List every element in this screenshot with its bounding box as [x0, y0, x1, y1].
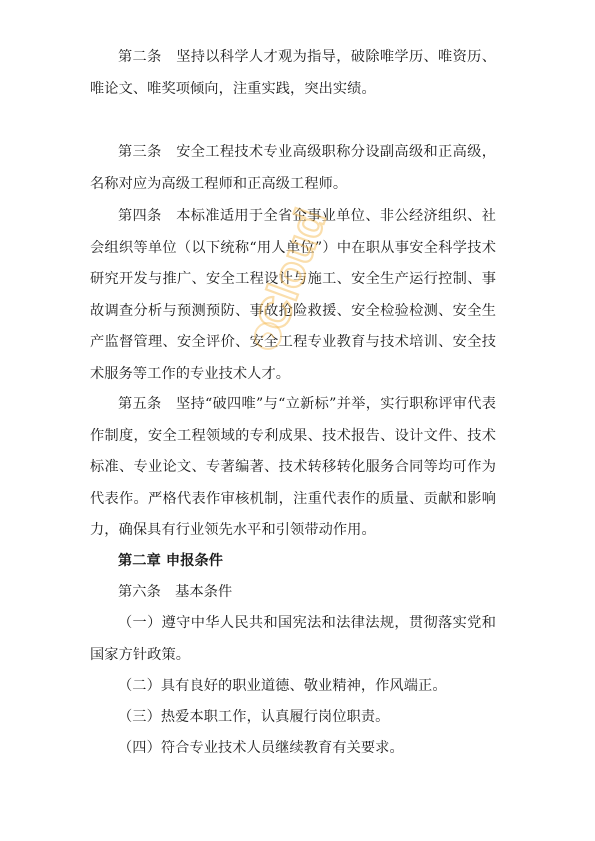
article-2-paragraph: 第二条 坚持以科学人才观为指导，破除唯学历、唯资历、唯论文、唯奖项倾向，注重实践，突出实绩。	[90, 49, 496, 97]
condition-3-paragraph: （三）热爱本职工作，认真履行岗位职责。	[118, 709, 390, 725]
watermark-text: Cloud	[247, 202, 337, 337]
article-3-paragraph: 第三条 安全工程技术专业高级职称分设副高级和正高级，名称对应为高级工程师和正高级工程师。	[90, 144, 496, 192]
condition-2-paragraph: （二）具有良好的职业道德、敬业精神，作风端正。	[118, 678, 447, 694]
chapter-2-heading: 第二章 申报条件	[118, 553, 224, 569]
article-5-paragraph: 第五条 坚持“破四唯”与“立新标”并举，实行职称评审代表作制度，安全工程领域的专利成果、技术报告、设计文件、技术标准、专业论文、专著编著、技术转移转化服务合同等均可作为代表作。严格代表作审核机制，注重代表作的质量、贡献和影响力，确保具有行业领先水平和引领带动作用。	[90, 396, 496, 538]
condition-4-paragraph: （四）符合专业技术人员继续教育有关要求。	[118, 740, 404, 756]
article-4-paragraph: 第四条 本标准适用于全省企事业单位、非公经济组织、社会组织等单位（以下统称“用人单位”）中在职从事安全科学技术研究开发与推广、安全工程设计与施工、安全生产运行控制、事故调查分析与预测预防、事故抢险救援、安全检验检测、安全生产监督管理、安全评价、安全工程专业教育与技术培训、安全技术服务等工作的专业技术人才。	[90, 208, 496, 382]
article-6-paragraph: 第六条 基本条件	[118, 584, 233, 600]
condition-1-paragraph: （一）遵守中华人民共和国宪法和法律法规，贯彻落实党和国家方针政策。	[90, 615, 496, 663]
